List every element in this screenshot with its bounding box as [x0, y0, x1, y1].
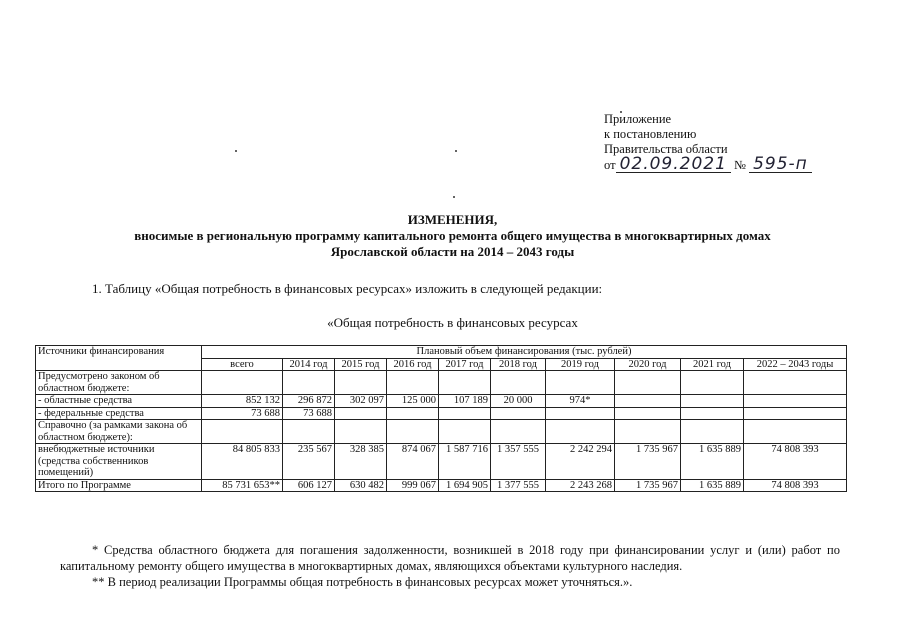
table-cell: 1 357 555	[491, 444, 546, 480]
table-cell	[439, 407, 491, 420]
footnotes	[60, 542, 840, 590]
header-plan: Плановый объем финансирования (тыс. рублей)	[202, 346, 847, 359]
date-prefix: от	[604, 158, 616, 172]
table-cell: 1 735 967	[615, 444, 681, 480]
table-cell: 84 805 833	[202, 444, 283, 480]
column-header: 2019 год	[546, 358, 615, 371]
paragraph: 1. Таблицу «Общая потребность в финансовых ресурсах» изложить в следующей редакции:	[92, 281, 603, 296]
column-header: 2018 год	[491, 358, 546, 371]
table-cell	[681, 371, 744, 395]
row-label: Справочно (за рамками закона об областном бюджете):	[36, 420, 202, 444]
table-cell	[335, 407, 387, 420]
table-cell	[202, 371, 283, 395]
table-cell	[283, 371, 335, 395]
table-cell: 606 127	[283, 479, 335, 492]
row-label: Итого по Программе	[36, 479, 202, 492]
table-row	[36, 420, 847, 444]
table-cell: 630 482	[335, 479, 387, 492]
table-cell	[491, 420, 546, 444]
table-title: «Общая потребность в финансовых ресурсах	[327, 315, 578, 330]
row-label: внебюджетные источники (средства собственников помещений)	[36, 444, 202, 480]
scan-speck	[235, 150, 237, 152]
table-cell: 874 067	[387, 444, 439, 480]
table-cell	[335, 371, 387, 395]
footnote: ** В период реализации Программы общая потребность в финансовых ресурсах может уточняться.».	[92, 575, 633, 589]
table-cell	[546, 407, 615, 420]
table-cell	[744, 407, 847, 420]
handwritten-number: 595-п	[749, 157, 812, 173]
table-cell: 107 189	[439, 395, 491, 408]
appendix-block	[604, 112, 812, 173]
table-cell: 1 587 716	[439, 444, 491, 480]
row-label: - областные средства	[36, 395, 202, 408]
table-cell	[681, 407, 744, 420]
table-cell	[546, 420, 615, 444]
column-header: всего	[202, 358, 283, 371]
table-cell: 2 242 294	[546, 444, 615, 480]
handwritten-date: 02.09.2021	[616, 157, 731, 173]
table-row	[36, 395, 847, 408]
table-cell	[615, 395, 681, 408]
financing-table	[35, 345, 847, 492]
table-cell	[387, 420, 439, 444]
table-cell	[387, 371, 439, 395]
table-row	[36, 407, 847, 420]
column-header: 2021 год	[681, 358, 744, 371]
table-cell: 2 243 268	[546, 479, 615, 492]
table-cell: 73 688	[283, 407, 335, 420]
table-cell	[491, 407, 546, 420]
row-label: Предусмотрено законом об областном бюджете:	[36, 371, 202, 395]
table-cell: 296 872	[283, 395, 335, 408]
table-row	[36, 371, 847, 395]
table-cell: 74 808 393	[744, 444, 847, 480]
table-cell: 125 000	[387, 395, 439, 408]
table-cell	[615, 371, 681, 395]
number-sign: №	[734, 158, 746, 172]
scan-speck	[453, 196, 455, 198]
appendix-line: Правительства области	[604, 142, 728, 156]
appendix-line: Приложение	[604, 112, 672, 126]
table-cell	[387, 407, 439, 420]
table-cell	[615, 420, 681, 444]
table-cell: 73 688	[202, 407, 283, 420]
table-header-row	[36, 346, 847, 359]
table-cell: 1 635 889	[681, 444, 744, 480]
table-cell: 974*	[546, 395, 615, 408]
table-cell: 20 000	[491, 395, 546, 408]
column-header: 2014 год	[283, 358, 335, 371]
table-cell	[681, 395, 744, 408]
table-cell	[546, 371, 615, 395]
table-cell	[615, 407, 681, 420]
column-header: 2022 – 2043 годы	[744, 358, 847, 371]
table-cell: 1 694 905	[439, 479, 491, 492]
column-header: 2017 год	[439, 358, 491, 371]
table-cell: 1 735 967	[615, 479, 681, 492]
table-cell: 852 132	[202, 395, 283, 408]
column-header: 2020 год	[615, 358, 681, 371]
scan-speck	[455, 150, 457, 152]
table-cell	[439, 420, 491, 444]
table-cell: 74 808 393	[744, 479, 847, 492]
footnote: * Средства областного бюджета для погашения задолженности, возникшей в 2018 году при финансировании услуг и (или) работ по капитальному ремонту общего имущества в многоквартирных домах, являющихся объектами культурного наследия.	[60, 543, 840, 573]
table-cell: 1 377 555	[491, 479, 546, 492]
appendix-line: к постановлению	[604, 127, 697, 141]
table-row	[36, 444, 847, 480]
table-cell	[491, 371, 546, 395]
table-cell	[202, 420, 283, 444]
table-cell	[744, 395, 847, 408]
table-cell: 999 067	[387, 479, 439, 492]
table-row	[36, 479, 847, 492]
title-line: Ярославской области на 2014 – 2043 годы	[330, 244, 575, 259]
row-label: - федеральные средства	[36, 407, 202, 420]
table-cell	[744, 371, 847, 395]
title-line: вносимые в региональную программу капитального ремонта общего имущества в многоквартирных домах	[134, 228, 771, 243]
table-cell	[439, 371, 491, 395]
table-cell: 328 385	[335, 444, 387, 480]
document-title	[0, 212, 905, 260]
header-source: Источники финансирования	[36, 346, 202, 371]
appendix-date-row	[604, 154, 812, 174]
title-line: ИЗМЕНЕНИЯ,	[407, 212, 498, 227]
table-cell: 302 097	[335, 395, 387, 408]
table-cell	[335, 420, 387, 444]
column-header: 2015 год	[335, 358, 387, 371]
table-cell: 1 635 889	[681, 479, 744, 492]
table-cell: 235 567	[283, 444, 335, 480]
table-cell: 85 731 653**	[202, 479, 283, 492]
table-cell	[283, 420, 335, 444]
column-header: 2016 год	[387, 358, 439, 371]
table-cell	[744, 420, 847, 444]
table-cell	[681, 420, 744, 444]
